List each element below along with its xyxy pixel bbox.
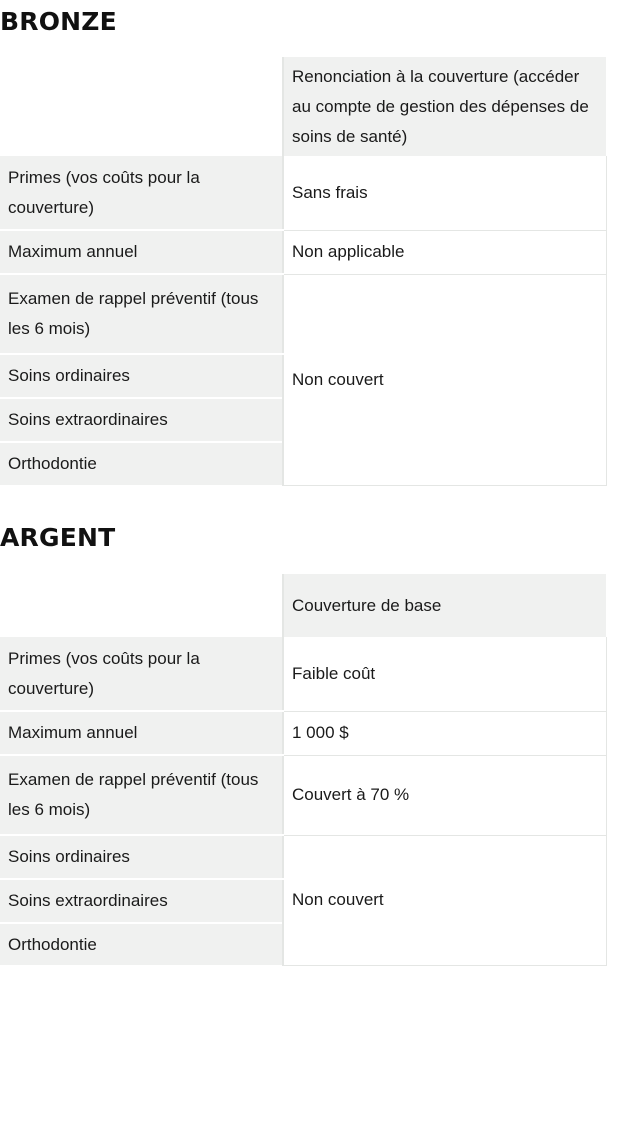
empty-corner-cell	[0, 574, 283, 637]
row-label: Soins ordinaires	[0, 354, 283, 398]
table-row	[0, 711, 606, 755]
bronze-heading: BRONZE	[0, 7, 117, 36]
table-row	[0, 156, 606, 230]
row-label: Orthodontie	[0, 923, 283, 965]
row-value-merged: Non couvert	[283, 835, 606, 965]
table-row	[0, 835, 606, 879]
row-value: Non applicable	[283, 230, 606, 274]
column-header: Renonciation à la couverture (accéder au compte de gestion des dépenses de soins de santé)	[283, 57, 606, 156]
table-header-row	[0, 574, 606, 637]
row-label: Examen de rappel préventif (tous les 6 mois)	[0, 274, 283, 354]
bronze-coverage-table	[0, 57, 607, 486]
row-value-merged: Non couvert	[283, 274, 606, 485]
table-row	[0, 230, 606, 274]
argent-coverage-table	[0, 574, 607, 966]
row-label: Maximum annuel	[0, 230, 283, 274]
empty-corner-cell	[0, 57, 283, 156]
table-row	[0, 274, 606, 354]
table-row	[0, 637, 606, 711]
row-label: Soins ordinaires	[0, 835, 283, 879]
row-label: Orthodontie	[0, 442, 283, 485]
row-label: Soins extraordinaires	[0, 879, 283, 923]
column-header: Couverture de base	[283, 574, 606, 637]
argent-heading: ARGENT	[0, 523, 116, 552]
row-label: Soins extraordinaires	[0, 398, 283, 442]
table-header-row	[0, 57, 606, 156]
row-value: Faible coût	[283, 637, 606, 711]
row-label: Examen de rappel préventif (tous les 6 mois)	[0, 755, 283, 835]
row-label: Primes (vos coûts pour la couverture)	[0, 156, 283, 230]
table-row	[0, 755, 606, 835]
row-label: Primes (vos coûts pour la couverture)	[0, 637, 283, 711]
row-value: Sans frais	[283, 156, 606, 230]
row-value: 1 000 $	[283, 711, 606, 755]
row-label: Maximum annuel	[0, 711, 283, 755]
row-value: Couvert à 70 %	[283, 755, 606, 835]
